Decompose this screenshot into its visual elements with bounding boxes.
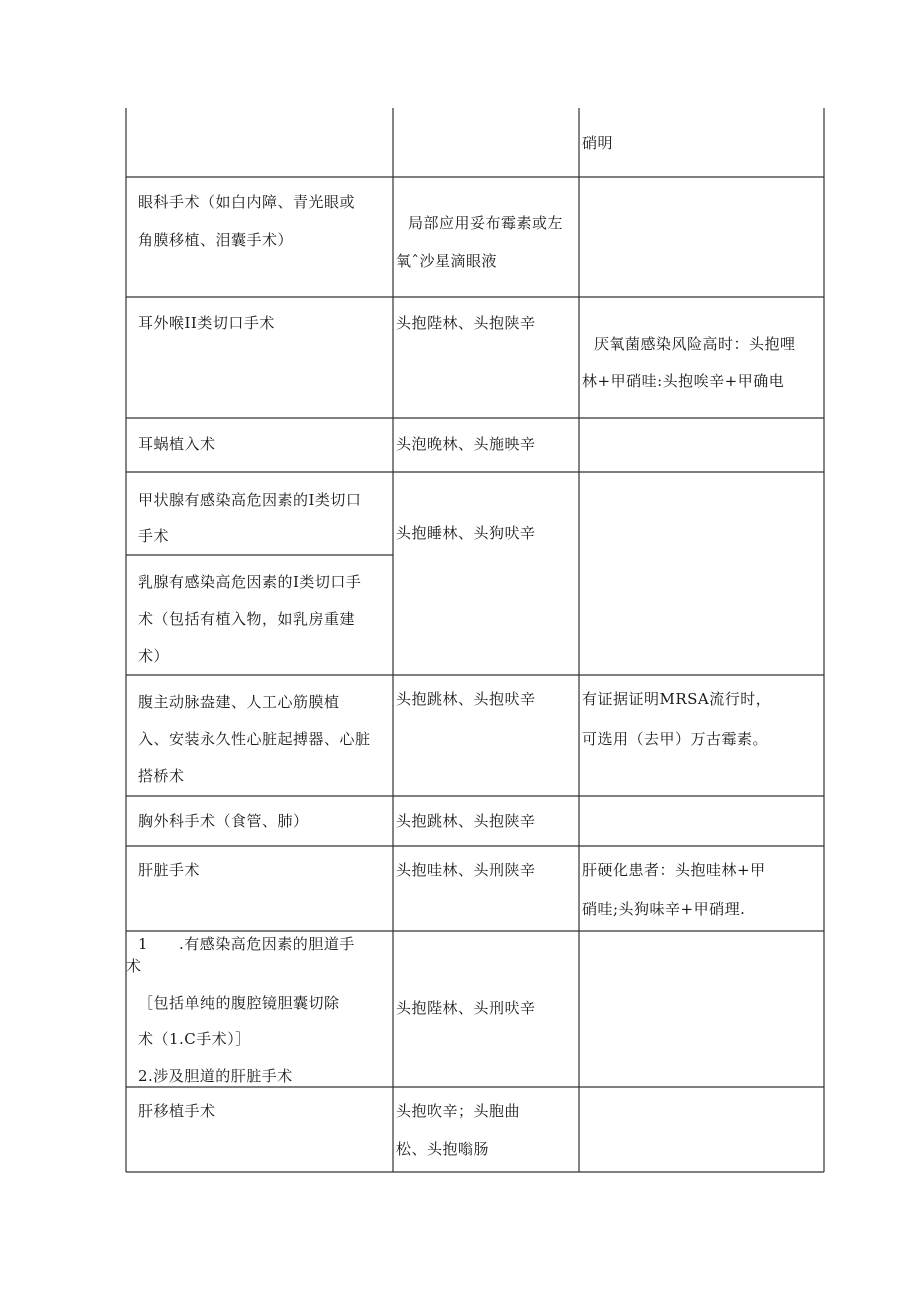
drug-cell-line: 头抱陛林、头刑吠辛 [396, 999, 536, 1017]
procedure-cell-line: 腹主动脉盎建、人工心筋膜植 [138, 693, 340, 711]
procedure-cell-line: 入、安装永久性心脏起搏器、心脏 [138, 730, 371, 748]
procedure-cell-line: 乳腺有感染高危因素的I类切口手 [138, 573, 362, 591]
procedure-cell-line: 眼科手术（如白内障、青光眼或 [138, 193, 356, 211]
drug-cell-line: 头抱跳林、头抱吠辛 [396, 690, 536, 708]
procedure-cell-line: 1 .有感染高危因素的胆道手 [138, 935, 355, 953]
drug-cell-line: 头抱睡林、头狗吠辛 [396, 524, 536, 542]
note-cell-line: 硝哇;头狗味辛+甲硝理. [582, 900, 746, 918]
drug-cell-line: 局部应用妥布霉素或左 [408, 214, 564, 232]
procedure-cell-line: 搭桥术 [138, 767, 185, 785]
procedure-cell-line: 胸外科手术（食管、肺） [138, 812, 309, 830]
note-cell-line: 硝明 [582, 134, 614, 152]
procedure-cell-line: 肝移植手术 [138, 1102, 216, 1120]
procedure-cell-line: 术（1.C手术）］ [138, 1030, 251, 1048]
drug-cell-line: 头泡晚林、头施映辛 [396, 435, 536, 453]
note-cell-line: 肝硬化患者：头抱哇林+甲 [582, 861, 766, 879]
procedure-cell-line: 术 [126, 957, 142, 975]
procedure-cell-line: 肝脏手术 [138, 861, 201, 879]
drug-cell-line: 头抱吹辛；头胞曲 [396, 1102, 521, 1120]
note-cell-line: 厌氧菌感染风险高时：头抱哩 [594, 335, 796, 353]
procedure-cell-line: 甲状腺有感染高危因素的I类切口 [138, 491, 362, 509]
drug-cell-line: 头抱哇林、头刑陕辛 [396, 861, 536, 879]
drug-cell-line: 松、头抱嗡肠 [396, 1140, 490, 1158]
procedure-cell-line: 手术 [138, 527, 170, 545]
note-cell-line: 有证据证明MRSA流行时， [582, 690, 772, 708]
procedure-cell-line: 耳蜗植入术 [138, 435, 216, 453]
procedure-cell-line: ［包括单纯的腹腔镜胆囊切除 [138, 994, 340, 1012]
note-cell-line: 可选用（去甲）万古霉素。 [582, 730, 769, 748]
drug-cell-line: 头抱跳林、头抱陕辛 [396, 812, 536, 830]
procedure-cell-line: 耳外喉II类切口手术 [138, 314, 275, 332]
drug-cell-line: 头抱陛林、头抱陕辛 [396, 314, 536, 332]
procedure-cell-line: 术（包括有植入物，如乳房重建 [138, 610, 356, 628]
drug-cell-line: 氧ˆ沙星滴眼液 [396, 252, 498, 270]
procedure-cell-line: 2.涉及胆道的肝脏手术 [138, 1067, 293, 1085]
procedure-cell-line: 角膜移植、泪囊手术） [138, 231, 294, 249]
note-cell-line: 林+甲硝哇:头抱唉辛+甲确电 [582, 372, 785, 390]
procedure-cell-line: 术） [138, 647, 170, 665]
